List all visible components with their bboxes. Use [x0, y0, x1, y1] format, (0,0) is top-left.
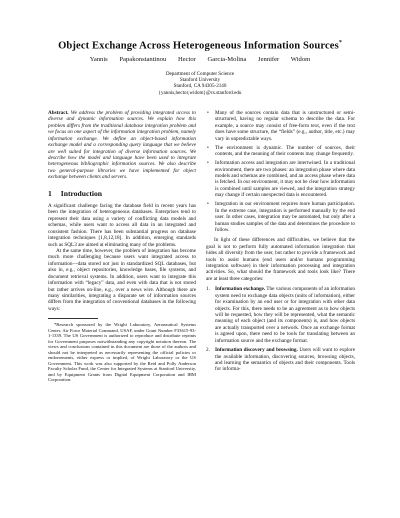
section-number: 1 — [48, 188, 52, 198]
list-item: • Information access and integration are intertwined. In a traditional environment, there are two phases: an integration phase where data models and schemas are combined, and an access phase where data is fetched. In our environment, it may not be clear how information is combined until samples are viewed, and the integration strategy may change if certain unexpected data is encountered. — [206, 160, 355, 199]
footnote: *Research sponsored by the Wright Laboratory, Aeronautical Systems Center, Air Force Material Command, USAF, under Grant Number F33615-93-1-1339. The US Government is authorized to reproduce and distribute reprints for Government purposes notwithstanding any copyright notation thereon. The views and conclusions contained in this document are those of the authors and should not be interpreted as necessarily representing the official policies or endorsements, either express or implied, of Wright Laboratory or the US Government. This work was also supported by the Reid and Polly Anderson Faculty Scholar Fund, the Center for Integrated Systems at Stanford University, and by Equipment Grants from Digital Equipment Corporation and IBM Corporation. — [48, 322, 196, 383]
abstract-text: We address the problem of providing integrated access to diverse and dynamic information sources. We explain how this problem differs from the traditional database integration problem and we focus on one aspect of the information integration problem, namely information exchange. We define an object-based information exchange model and a corresponding query language that we believe are well suited for integration of diverse information sources. We describe how the model and language have been used to integrate heterogeneous bibliographic information sources. We also describe two general-purpose libraries we have implemented for object exchange between clients and servers. — [48, 110, 196, 181]
section-heading — [48, 188, 196, 198]
author-name: Yannis Papakonstantinou — [89, 56, 167, 63]
author-name: Jennifer Widom — [258, 56, 311, 63]
list-number: 2. — [206, 347, 210, 354]
affiliation-line: Stanford University — [179, 77, 221, 84]
author-list — [20, 56, 380, 63]
abstract — [48, 110, 196, 181]
right-column — [206, 110, 355, 376]
author-name: Hector Garcia-Molina — [177, 56, 247, 63]
footnote-divider — [48, 318, 98, 319]
left-column — [48, 110, 196, 383]
list-item: • Many of the sources contain data that is unstructured or semi-structured, having no regular schema to describe the data. For example, a source may consist of free-form text, even if the text does have some structure, the “fields” (e.g., author, title, etc.) may vary in unpredictable ways. — [206, 110, 355, 142]
category-text: Users will want to explore the available information, discovering sources, browsing objects, and learning the semantics of objects and their components. Tools for informa- — [215, 347, 356, 373]
paper-title-text: Object Exchange Across Heterogeneous Information Sources — [58, 40, 339, 52]
list-item: • Integration in our environment requires more human participation. In the extreme case, integration is performed manually by the end user. In other cases, integration may be automated, but only after a human studies samples of the data and determines the procedure to follow. — [206, 201, 355, 233]
section-title: Introduction — [60, 188, 103, 198]
body-paragraph: At the same time, however, the problem of integration has become much more challenging because users want integrated access to information—data stored not just in standardized SQL databases, but also in, e.g., object repositories, knowledge bases, file systems, and document retrieval systems. In addition, users want to integrate this information with “legacy” data, and even with data that is not stored but rather arrives on-line, e.g., over a news wire. Although there are many similarities, integrating a disparate set of information sources differs from the integration of conventional databases in the following ways: — [48, 248, 196, 312]
affiliation-line: Department of Computer Science — [165, 71, 235, 77]
differences-list — [206, 110, 355, 233]
category-label: Information exchange. — [215, 286, 266, 293]
list-item — [206, 347, 355, 373]
list-item: • The environment is dynamic. The number of sources, their contents, and the meaning of their contents may change frequently. — [206, 145, 355, 158]
title-footnote-mark: * — [338, 40, 342, 46]
affiliation-line: Stanford, CA 94305-2140 — [173, 83, 227, 90]
affiliation-email: {yannis,hector,widom}@cs.stanford.edu — [158, 89, 242, 96]
list-number: 1. — [206, 286, 210, 293]
paper-title — [20, 40, 380, 52]
body-paragraph: A significant challenge facing the database field in recent years has been the integration of heterogeneous databases. Enterprises tend to represent their data using a variety of conflicting data models and schemas, while users want to access all data in an integrated and consistent fashion. There has been substantial progress on database integration techniques [1,8,12,18]. In addition, emerging standards such as SQL3 are aimed at eliminating many of the problems. — [48, 203, 196, 248]
list-item — [206, 286, 355, 344]
affiliation — [20, 71, 380, 96]
category-text: The various components of an information system need to exchange data objects (units of information), either for examination by an end user or for integration with other data objects. For this, there needs to be an agreement as to how objects will be requested, how they will be represented, what the semantic meaning of each object (and its components) is, and how objects are actually transported over a network. Once an exchange format is agreed upon, there need to be tools for translating between an information source and the exchange format. — [215, 286, 355, 344]
category-label: Information discovery and browsing. — [215, 347, 298, 354]
categories-list — [206, 286, 355, 372]
body-paragraph: In light of these differences and difficulties, we believe that the goal is not to perform fully automated information integration that hides all diversity from the user, but rather to provide a framework and tools to assist humans (end users and/or humans programming integration software) in their information processing and integration activities. So, what should the framework and tools look like? There are at least three categories: — [206, 237, 355, 282]
abstract-label: Abstract. — [48, 110, 69, 116]
